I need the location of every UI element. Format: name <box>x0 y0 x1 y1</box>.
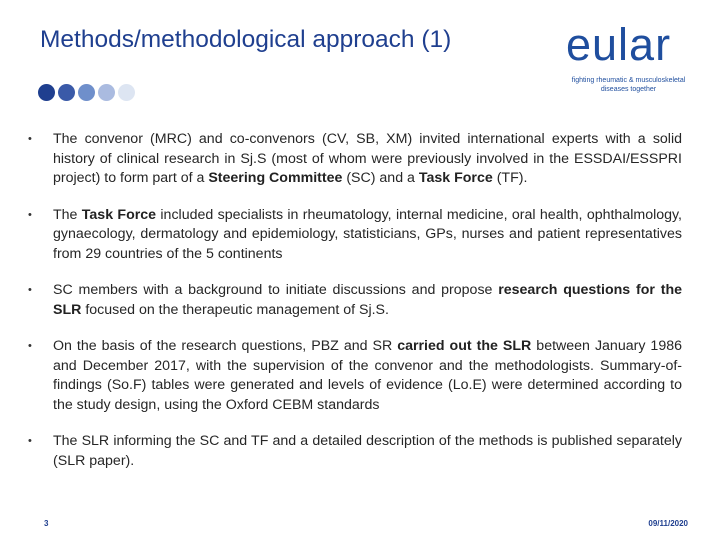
bullet-segment: The convenor (MRC) and co-convenors (CV, SB, XM) invited international experts with a solid history of clinical research in Sj.S (most of whom were previously involved in the ESSDAI/ESSPRI project) to form part of a <box>53 131 682 186</box>
bullet-item <box>28 337 682 415</box>
bullet-text <box>53 281 682 320</box>
bullet-marker: • <box>28 133 32 145</box>
logo-tagline-line2: diseases together <box>600 86 657 93</box>
bullet-segment: The SLR informing the SC and TF and a detailed description of the methods is published separately (SLR paper). <box>53 433 682 469</box>
footer-date: 09/11/2020 <box>648 519 688 528</box>
bullet-segment: SC members with a background to initiate discussions and propose <box>53 282 499 298</box>
bullet-marker: • <box>28 435 32 447</box>
bullet-emphasis: Task Force <box>418 170 493 186</box>
decoration-dot <box>98 84 115 101</box>
decoration-dot <box>38 84 55 101</box>
bullet-emphasis: Task Force <box>81 206 157 223</box>
decoration-dots <box>38 84 135 101</box>
logo-tagline-line1: fighting rheumatic & musculoskeletal <box>571 77 686 84</box>
bullet-marker: • <box>28 284 32 296</box>
bullet-segment: included specialists in rheumatology, internal medicine, oral health, ophthalmology, gynaecology, dermatology and epidemiology, statisticians, GPs, nurses and patient representatives from 29 countries of the 5 continents <box>53 206 682 262</box>
logo-tagline <box>566 76 691 94</box>
page-title: Methods/methodological approach (1) <box>40 26 452 53</box>
bullet-segment: focused on the therapeutic management of Sj.S. <box>81 301 389 318</box>
bullet-item <box>28 432 682 471</box>
bullet-segment: between January 1986 and December 2017, with the supervision of the convenor and the methodologists. Summary-of-findings (So.F) tables were generated and levels of evidence (Lo.E) were determined according to the study design, using the Oxford CEBM standards <box>53 338 682 413</box>
bullet-text <box>53 130 682 189</box>
bullet-emphasis: carried out the SLR <box>397 338 532 354</box>
bullet-text <box>53 337 682 415</box>
bullet-emphasis: research questions for the SLR <box>53 282 682 318</box>
bullet-marker: • <box>28 208 32 221</box>
decoration-dot <box>118 84 135 101</box>
bullet-segment: (TF). <box>492 170 528 186</box>
bullet-item <box>28 206 682 265</box>
bullet-segment: On the basis of the research questions, PBZ and SR <box>53 338 398 354</box>
bullet-marker: • <box>28 340 32 352</box>
decoration-dot <box>58 84 75 101</box>
decoration-dot <box>78 84 95 101</box>
bullet-segment: The <box>53 206 82 223</box>
eular-logo <box>566 19 696 100</box>
bullet-emphasis: Steering Committee <box>208 170 343 186</box>
bullet-text <box>53 206 682 265</box>
bullet-segment: (SC) and a <box>342 170 419 186</box>
page-number: 3 <box>44 519 49 528</box>
bullet-text <box>53 432 682 471</box>
bullet-item <box>28 281 682 320</box>
bullet-item <box>28 130 682 189</box>
logo-wordmark: eular <box>566 19 672 70</box>
bullet-list <box>28 130 682 488</box>
